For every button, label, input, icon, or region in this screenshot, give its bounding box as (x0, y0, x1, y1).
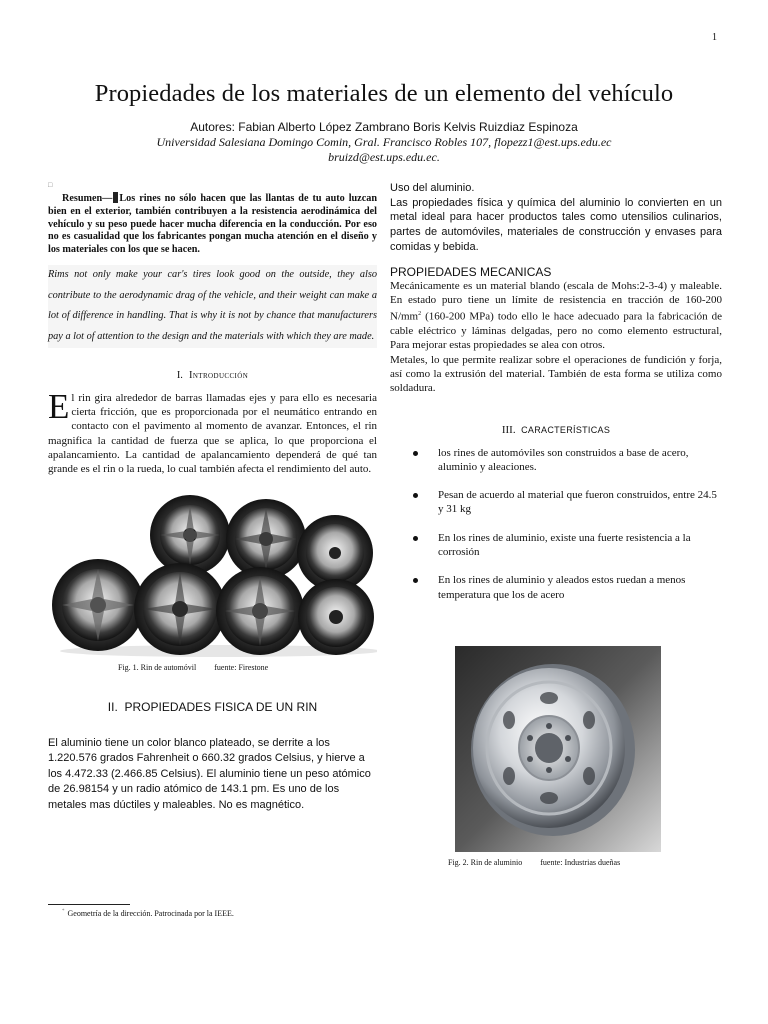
list-item (390, 488, 722, 517)
wheel-front-1 (52, 559, 144, 651)
wheels-photo (52, 491, 377, 657)
section-2-paragraph: El aluminio tiene un color blanco plateado, se derrite a los 1.220.576 grados Fahrenheit o 660.32 grados Celsius, y hierve a los 4.472.33 (2.466.85 Celsius). El aluminio tiene un peso atómico de 26.98154 y un radio atómico de 143.1 pm. Es uno de los metales mas dúctiles y maleables. No es magnético. (48, 736, 371, 811)
section-1-number: I. (176, 369, 183, 381)
figure-2 (455, 646, 661, 852)
email-line: bruizd@est.ups.edu.ec. (328, 150, 440, 164)
footnote-text: Geometría de la dirección. Patrocinada por la IEEE. (67, 909, 234, 918)
bullet-icon (413, 536, 418, 541)
mechanical-properties-paragraph-1 (390, 279, 722, 353)
figure-2-caption-text: Fig. 2. Rin de aluminio (448, 858, 523, 867)
page-number: 1 (712, 32, 717, 43)
footnote-marker: * (62, 909, 65, 915)
bullet-icon (413, 493, 418, 498)
section-3-heading (390, 424, 722, 436)
list-item-text: los rines de automóviles son construidos a base de acero, aluminio y aleaciones. (438, 446, 689, 473)
aluminum-use-block (390, 181, 722, 255)
section-1-heading (48, 370, 377, 381)
list-item-text: En los rines de aluminio y aleados estos ruedan a menos temperatura que los de acero (438, 574, 686, 601)
affiliation-line: Universidad Salesiana Domingo Comin, Gral. Francisco Robles 107, flopezz1@est.ups.edu.ec (156, 135, 612, 149)
mechanical-text-1b: (160-200 MPa) todo ello le hace adecuado para la fabricación de cable eléctrico y láminas delgadas, pero no como elemento estructural, Para mejorar estas propiedades se alea con otros. (390, 310, 722, 352)
characteristics-list (390, 446, 722, 602)
list-item (390, 531, 722, 560)
section-1-title: Introducción (188, 369, 249, 381)
section-3-number: III. (501, 423, 516, 436)
left-column (48, 178, 377, 813)
figure-1 (48, 491, 377, 672)
figure-2-source: fuente: Industrias dueñas (540, 858, 621, 867)
footnote (62, 909, 234, 918)
abstract-label: Resumen— (62, 193, 113, 204)
figure-1-caption-text: Fig. 1. Rin de automóvil (118, 662, 197, 672)
placeholder-mark: □ (48, 181, 53, 189)
figure-1-source: fuente: Firestone (214, 662, 269, 672)
aluminum-use-title: Uso del aluminio. (390, 182, 475, 194)
section-2-heading (48, 700, 377, 714)
mechanical-properties-heading: PROPIEDADES MECANICAS (390, 264, 552, 279)
wheel-front-2 (134, 563, 226, 655)
drop-cap: E (48, 386, 70, 426)
list-item (390, 446, 722, 475)
introduction-paragraph (48, 386, 377, 477)
text-cursor-icon (113, 192, 118, 203)
mechanical-text-superscript: 2 (418, 311, 422, 318)
abstract-text-es: Los rines no sólo hacen que las llantas de tu auto luzcan bien en el exterior, también contribuyen a la resistencia aerodinámica del vehículo y su peso puede hacer mucha diferencia en la conducción. Por eso no es casualidad que los fabricantes pongan mucha atención en el diseño y los materiales con los que se hacen. (48, 193, 377, 256)
footnote-divider (48, 904, 130, 905)
wheel-front-3 (216, 567, 304, 655)
wheel-front-4 (298, 579, 374, 655)
section-2-title: PROPIEDADES FISICA DE UN RIN (124, 699, 318, 714)
section-2-number: II. (107, 699, 118, 714)
list-item (390, 573, 722, 602)
introduction-text: l rin gira alrededor de barras llamadas ejes y para ello es necesaria cierta fricción, que es proporcionada por el neumático entrando en contacto con el pavimento al momento de avanzar. Entonces, el rin magnifica la cantidad de fuerza que se aplica, lo que proporciona el apalancamiento. La cantidad de apalancamiento dependerá de qué tan grande es el rin o la rueda, lo cual también afecta el rendimiento del auto. (48, 391, 377, 476)
wheel-back-1 (150, 495, 230, 575)
list-item-text: Pesan de acuerdo al material que fueron construidos, entre 24.5 y 31 kg (438, 489, 717, 516)
aluminum-use-text: Las propiedades física y química del aluminio lo convierten en un metal ideal para hacer productos tales como utensilios culinarios, partes de automóviles, materiales de construcción y envases para comidas y bebida. (390, 196, 722, 253)
wheel-back-2 (226, 499, 306, 579)
figure-1-caption (48, 663, 377, 672)
mechanical-properties-paragraph-2: Metales, lo que permite realizar sobre el operaciones de fundición y forja, así como la extrusión del material. También de esta forma se utiliza como soldadura. (390, 353, 722, 395)
mechanical-text-1a: Mecánicamente es un material blando (escala de Mohs:2-3-4) y maleable. En estado puro tiene un límite de resistencia en tracción de 160-200 N/mm (390, 279, 722, 323)
section-3-title: CARACTERÍSTICAS (521, 424, 611, 435)
right-column (390, 181, 722, 616)
authors-line: Autores: Fabian Alberto López Zambrano Boris Kelvis Ruizdiaz Espinoza (190, 120, 578, 134)
list-item-text: En los rines de aluminio, existe una fuerte resistencia a la corrosión (438, 531, 691, 559)
figure-2-caption (448, 858, 620, 867)
abstract-english: Rims not only make your car's tires look good on the outside, they also contribute to the aerodynamic drag of the vehicle, and their weight can make a lot of difference in handling. That is why it is not by chance that manufacturers pay a lot of attention to the design and the materials with which they are made. (48, 265, 377, 348)
aluminum-rim-photo (455, 646, 661, 852)
bullet-icon (413, 578, 418, 583)
abstract-spanish (48, 192, 377, 257)
paper-title: Propiedades de los materiales de un elemento del vehículo (94, 80, 674, 107)
bullet-icon (413, 451, 418, 456)
